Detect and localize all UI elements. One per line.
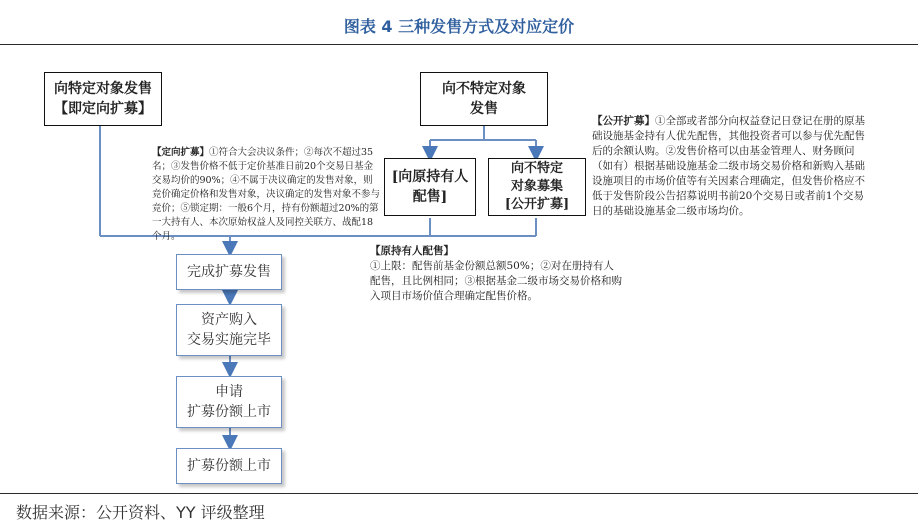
flow-step-complete-offering: 完成扩募发售 (176, 254, 282, 290)
holders-placement-note-body: ①上限：配售前基金份额总额50%；②对在册持有人配售，且比例相同；③根据基金二级市场交易价格和购入项目市场价值合理确定配售价格。 (370, 260, 622, 302)
holders-placement-note-head: 【原持有人配售】 (370, 245, 454, 257)
public-expansion-note-body: ①全部或者部分向权益登记日登记在册的原基础设施基金持有人优先配售，其他投资者可以参与优先配售后的余额认购。②发售价格可以由基金管理人、财务顾问（如有）根据基础设施基金二级市场交易价格和新购入基础设施项目的市场价值等有关因素合理确定，但发售价格应不低于发售阶段公告招募说明书前20个交易日或者前1个交易日的基础设施基金二级市场均价。 (592, 115, 865, 217)
directed-expansion-note-body: ①符合大会决议条件；②每次不超过35名；③发售价格不低于定价基准日前20个交易日基金交易均价的90%；④不属于决议确定的发售对象，则竞价确定价格和发售对象，决议确定的发售对象不参与竞价；⑤锁定期：一般6个月，持有份额超过20%的第一大持有人、本次原始权益人及同控关联方、战配18个月。 (152, 147, 381, 242)
public-expansion-note (592, 114, 870, 219)
public-expansion-note-head: 【公开扩募】 (592, 115, 655, 127)
specific-offering-label: 向特定对象发售 (54, 81, 152, 97)
directed-expansion-note-head: 【定向扩募】 (152, 147, 210, 158)
public-expansion-box: 向不特定 对象募集 [公开扩募] (488, 158, 586, 216)
figure-title: 图表 4 三种发售方式及对应定价 (343, 17, 575, 36)
flow-step-listing: 扩募份额上市 (176, 448, 282, 484)
holders-placement-note (370, 244, 622, 304)
bottom-rule (0, 493, 918, 494)
directed-expansion-label: 【即定向扩募】 (54, 101, 152, 117)
flow-step-apply-listing: 申请 扩募份额上市 (176, 376, 282, 428)
directed-expansion-note (152, 146, 380, 244)
flow-step-asset-acquisition: 资产购入 交易实施完毕 (176, 304, 282, 356)
data-source: 数据来源：公开资料、YY 评级整理 (16, 503, 265, 522)
nonspecific-offering-box: 向不特定对象 发售 (420, 72, 548, 126)
holders-placement-box: [向原持有人 配售] (384, 158, 476, 216)
specific-offering-box (44, 72, 162, 126)
